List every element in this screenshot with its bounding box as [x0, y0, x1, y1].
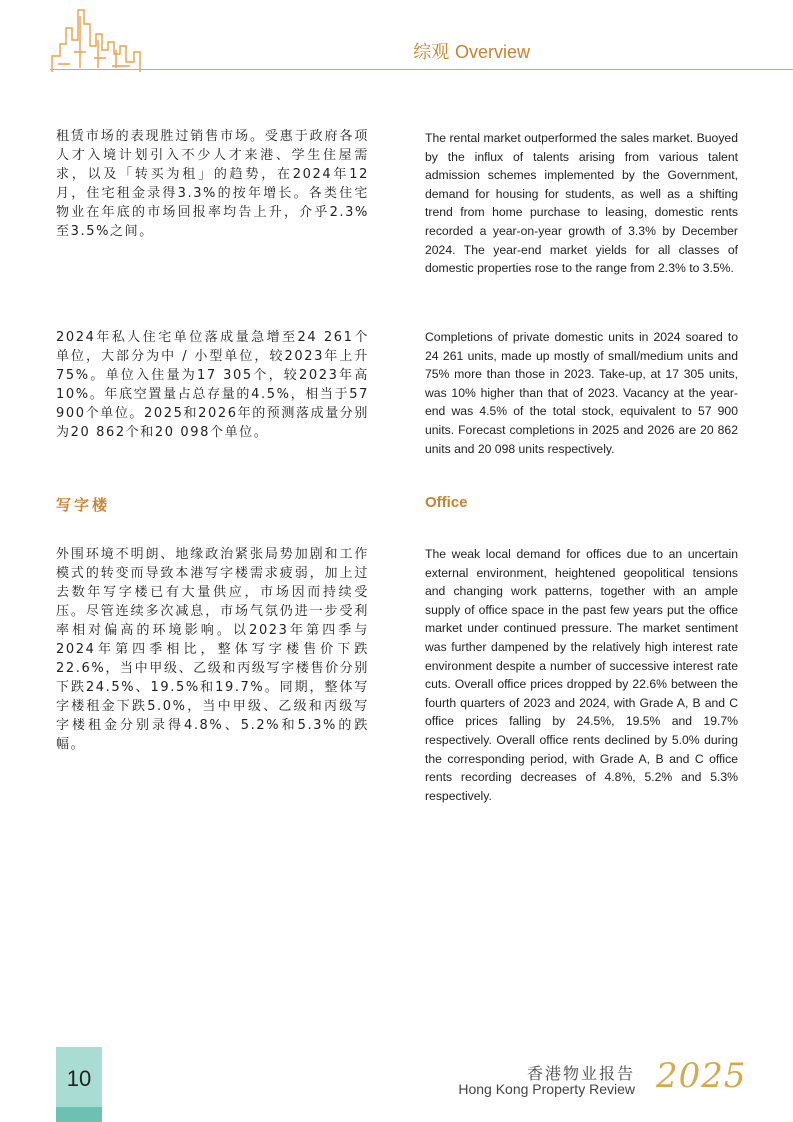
- completions-paragraph-en: Completions of private domestic units in 2024 soared to 24 261 units, made up mostly of small/medium units and 75% more than those in 2023. Take-up, at 17 305 units, was 10% higher than that of 2023. Vacancy at the year-end was 4.5% of the total stock, equivalent to 57 900 units. Forecast completions in 2025 and 2026 are 20 862 units and 20 098 units respectively.: [425, 330, 738, 456]
- office-heading-zh: 写字楼: [56, 496, 111, 514]
- header-rule: [50, 69, 793, 70]
- page-title: [413, 38, 530, 64]
- office-paragraph-zh: 外围环境不明朗、地缘政治紧张局势加剧和工作模式的转变而导致本港写字楼需求疲弱，加上过去数年写字楼已有大量供应，市场因而持续受压。尽管连续多次减息，市场气氛仍进一步受利率相对偏高的环境影响。以2023年第四季与2024年第四季相比，整体写字楼售价下跌22.6%，当中甲级、乙级和丙级写字楼售价分别下跌24.5%、19.5%和19.7%。同期，整体写字楼租金下跌5.0%，当中甲级、乙级和丙级写字楼租金分别录得4.8%、5.2%和5.3%的跌幅。: [56, 547, 369, 752]
- office-paragraph-en: The weak local demand for offices due to an uncertain external environment, heightened geopolitical tensions and changing work patterns, together with an ample supply of office space in the past few years put the office market under continued pressure. The market sentiment was further dampened by the relatively high interest rate environment despite a number of successive interest rate cuts. Overall office prices dropped by 22.6% between the fourth quarters of 2023 and 2024, with Grade A, B and C office prices falling by 24.5%, 19.5% and 19.7% respectively. Overall office rents declined by 5.0% during the corresponding period, with Grade A, B and C office rents recording decreases of 4.8%, 5.2% and 5.3% respectively.: [425, 547, 738, 803]
- publication-title-zh: 香港物业报告: [526, 1064, 635, 1083]
- publication-title-en: Hong Kong Property Review: [458, 1081, 635, 1097]
- page-number: 10: [66, 1066, 92, 1091]
- rental-paragraph-zh: 租赁市场的表现胜过销售市场。受惠于政府各项人才入境计划引入不少人才来港、学生住屋需求，以及「转买为租」的趋势，在2024年12月，住宅租金录得3.3%的按年增长。各类住宅物业在年底的市场回报率均告上升，介乎2.3%至3.5%之间。: [56, 129, 369, 239]
- page-title-en: Overview: [454, 42, 530, 62]
- page-number-tab-strip: [56, 1107, 102, 1122]
- city-skyline-icon: [50, 6, 146, 74]
- office-heading-en: Office: [425, 494, 468, 511]
- rental-paragraph-en: The rental market outperformed the sales market. Buoyed by the influx of talents arising from various talent admission schemes implemented by the Government, demand for housing for students, as well as a shifting trend from home purchase to leasing, domestic rents recorded a year-on-year growth of 3.3% by December 2024. The year-end market yields for all classes of domestic properties rose to the range from 2.3% to 3.5%.: [425, 131, 738, 276]
- completions-paragraph-zh: 2024年私人住宅单位落成量急增至24 261个单位，大部分为中 / 小型单位，较2023年上升75%。单位入住量为17 305个，较2023年高10%。年底空置量占总存量的4.5%，相当于57 900个单位。2025和2026年的预测落成量分别为20 862个和20 098个单位。: [56, 330, 369, 440]
- page-title-zh: 综观: [413, 42, 450, 63]
- publication-year: 2025: [656, 1056, 747, 1096]
